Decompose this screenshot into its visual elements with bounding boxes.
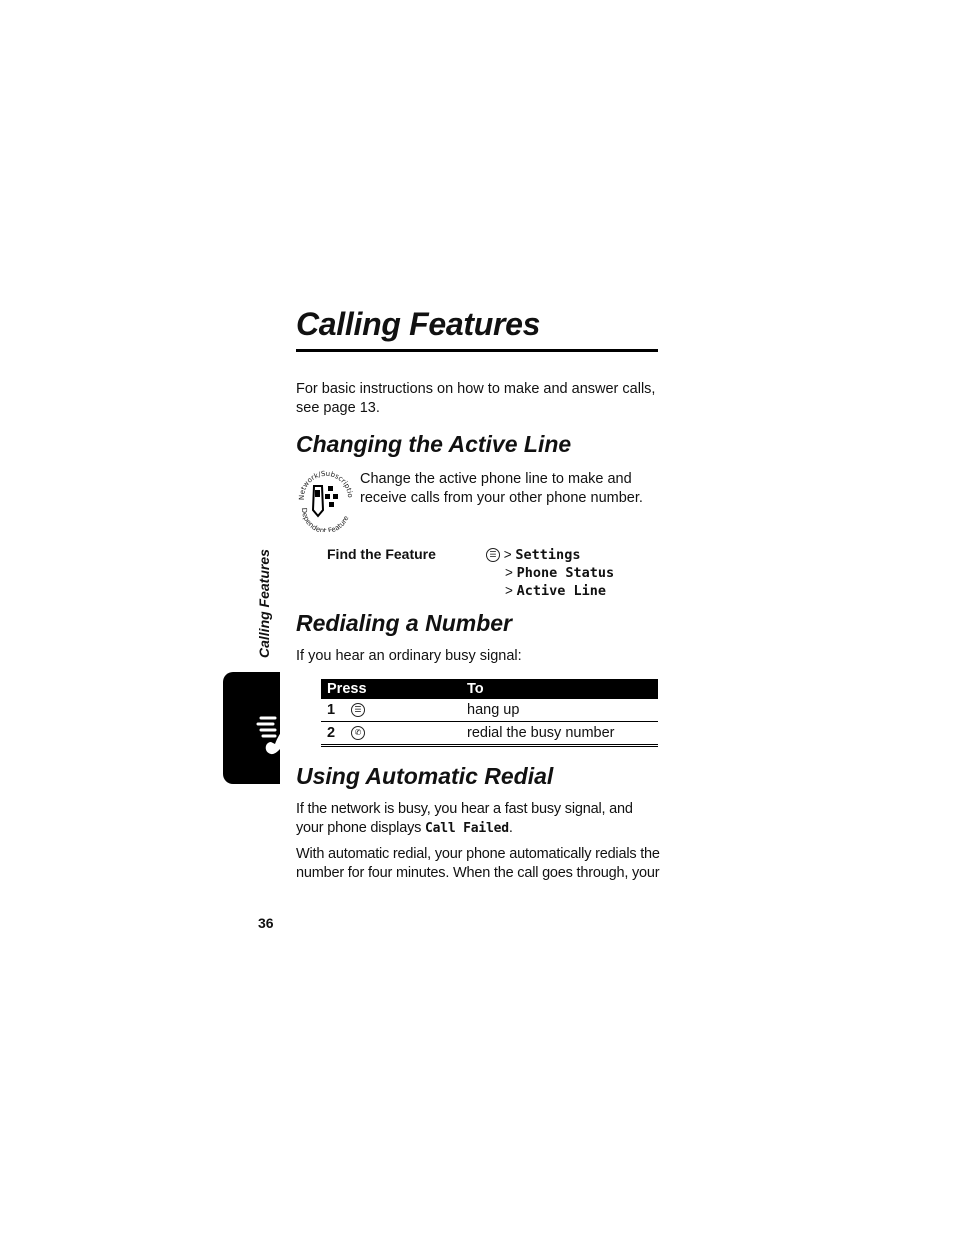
feature-menu-path	[486, 546, 614, 600]
badge-text-top: Network/Subscriptio	[297, 470, 354, 501]
path-separator: >	[503, 547, 512, 562]
send-key-icon: ✆	[351, 726, 365, 740]
path-separator: >	[505, 583, 513, 598]
menu-item-settings: Settings	[515, 547, 581, 563]
table-header-to: To	[461, 679, 658, 699]
automatic-redial-paragraph-1	[296, 800, 658, 838]
menu-path-row	[486, 582, 614, 600]
phone-handset-icon	[223, 672, 280, 784]
table-row	[321, 722, 658, 746]
network-feature-badge	[296, 470, 354, 532]
sidebar-section-label: Calling Features	[256, 549, 272, 658]
find-the-feature-label: Find the Feature	[327, 546, 436, 562]
menu-path-row	[486, 546, 614, 564]
automatic-redial-paragraph-2: With automatic redial, your phone automatically redials the number for four minutes. When the call goes through, your	[296, 846, 660, 881]
redial-intro: If you hear an ordinary busy signal:	[296, 648, 522, 664]
intro-paragraph: For basic instructions on how to make and answer calls, see page 13.	[296, 381, 656, 416]
section-heading-automatic-redial: Using Automatic Redial	[296, 763, 554, 789]
table-cell-press	[321, 722, 461, 746]
page-number: 36	[258, 915, 274, 931]
badge-text-bottom: Dependent Feature	[299, 507, 351, 532]
table-row	[321, 699, 658, 722]
end-key-icon: ☰	[351, 703, 365, 717]
network-dependent-feature-icon	[296, 470, 354, 532]
active-line-description: Change the active phone line to make and receive calls from your other phone number.	[360, 471, 643, 506]
menu-path-row	[486, 564, 614, 582]
path-separator: >	[505, 565, 513, 580]
table-header-press: Press	[321, 679, 461, 699]
page-title: Calling Features	[296, 306, 658, 352]
svg-text:Dependent Feature	[300, 508, 351, 532]
step-number: 1	[327, 701, 336, 718]
display-text-call-failed: Call Failed	[425, 821, 509, 836]
menu-item-phone-status: Phone Status	[516, 565, 615, 581]
table-cell-press	[321, 699, 461, 722]
table-header-row	[321, 679, 658, 699]
table-cell-action: redial the busy number	[461, 722, 658, 746]
paragraph-text: .	[508, 820, 513, 836]
menu-item-active-line: Active Line	[516, 583, 607, 599]
menu-key-icon: ☰	[486, 548, 500, 562]
step-number: 2	[327, 724, 336, 741]
section-heading-active-line: Changing the Active Line	[296, 431, 572, 457]
paragraph-text: If the network is busy, you hear a fast busy signal, and your phone displays	[296, 801, 633, 836]
table-cell-action: hang up	[461, 699, 658, 722]
section-heading-redialing: Redialing a Number	[296, 610, 512, 636]
chapter-tab	[223, 672, 280, 784]
press-table	[321, 679, 658, 747]
